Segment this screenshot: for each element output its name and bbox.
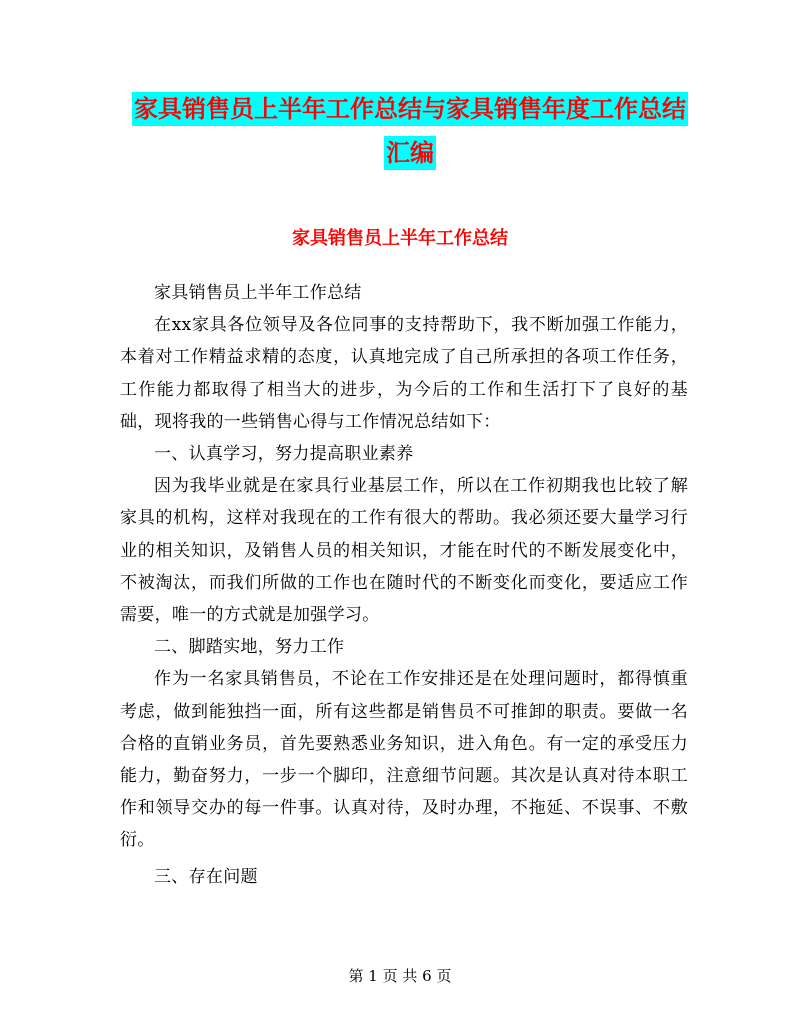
body-text: [120, 277, 688, 893]
page-footer: 第 1 页 共 6 页: [348, 967, 452, 985]
paragraph: 家具销售员上半年工作总结: [154, 283, 362, 303]
title-line-1: 家具销售员上半年工作总结与家具销售年度工作总结: [132, 92, 688, 126]
document-title: [100, 92, 720, 170]
title-line-2: 汇编: [384, 136, 436, 170]
paragraph: 在xx家具各位领导及各位同事的支持帮助下，我不断加强工作能力，本着对工作精益求精的态度，认真地完成了自己所承担的各项工作任务，工作能力都取得了相当大的进步，为今后的工作和生活打下了良好的基础，现将我的一些销售心得与工作情况总结如下：: [120, 315, 688, 432]
paragraph: 作为一名家具销售员，不论在工作安排还是在处理问题时，都得慎重考虑，做到能独挡一面，所有这些都是销售员不可推卸的职责。要做一名合格的直销业务员，首先要熟悉业务知识，进入角色。有一定的承受压力能力，勤奋努力，一步一个脚印，注意细节问题。其次是认真对待本职工作和领导交办的每一件事。认真对待，及时办理，不拖延、不误事、不敷衍。: [120, 669, 688, 851]
section-heading: 三、存在问题: [154, 866, 258, 887]
section-title: 家具销售员上半年工作总结: [292, 228, 508, 249]
section-heading: 二、脚踏实地，努力工作: [154, 637, 345, 658]
paragraph: 因为我毕业就是在家具行业基层工作，所以在工作初期我也比较了解家具的机构，这样对我现在的工作有很大的帮助。我必须还要大量学习行业的相关知识，及销售人员的相关知识，才能在时代的不断发展变化中，不被淘汰，而我们所做的工作也在随时代的不断变化而变化，要适应工作需要，唯一的方式就是加强学习。: [120, 476, 688, 626]
section-heading: 一、认真学习，努力提高职业素养: [154, 444, 414, 465]
